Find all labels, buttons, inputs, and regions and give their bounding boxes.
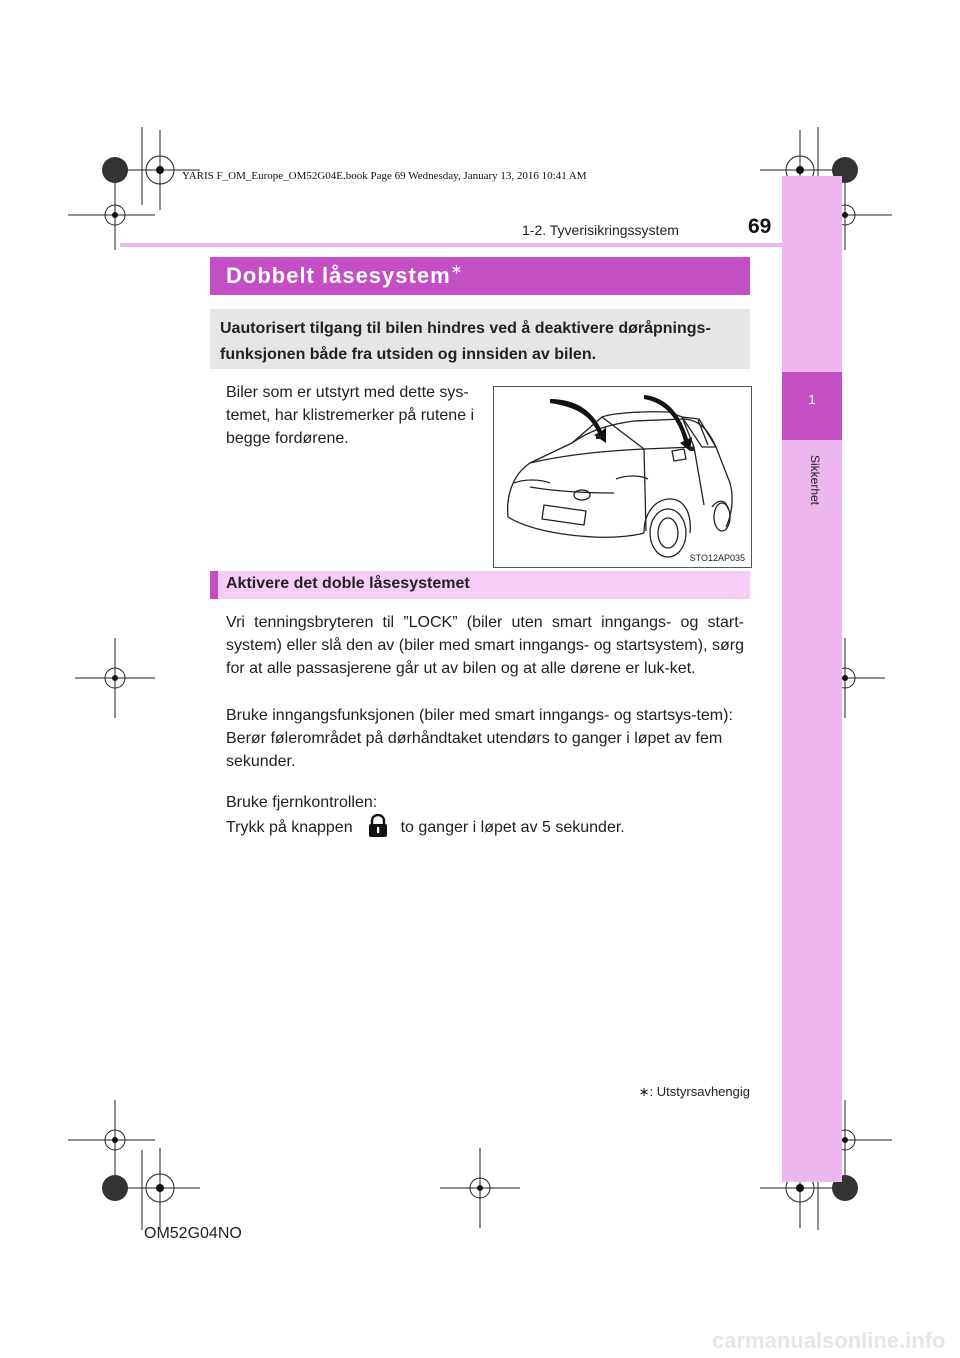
paragraph-entry-function [226,704,744,773]
lock-icon [367,814,389,838]
file-info-line: YARIS F_OM_Europe_OM52G04E.book Page 69 Wednesday, January 13, 2016 10:41 AM [182,170,587,182]
footnote [560,1084,750,1100]
model-code: OM52G04NO [144,1225,242,1242]
subsection-accent [210,571,218,599]
paragraph-ignition: Vri tenningsbryteren til ”LOCK” (biler uten smart inngangs- og start-system) eller slå den av (biler med smart inngangs- og startsystem), sørg for at alle passasjerene går ut av bilen og at alle dørene er luk-ket. [226,614,744,677]
title-marker: ∗ [450,261,464,277]
subsection-title: Aktivere det doble låsesystemet [226,575,470,592]
chapter-number: 1 [808,392,816,407]
entry-function-heading: Bruke inngangsfunksjonen (biler med smart inngangs- og startsys-tem): [226,707,733,724]
header-rule [120,243,782,247]
page-title [226,263,463,289]
remote-instruction [226,814,744,839]
footnote-text: : Utstyrsavhengig [649,1084,750,1099]
car-drawing [494,387,751,567]
remote-instruction-end: to ganger i løpet av 5 sekunder. [400,819,625,836]
page-title-text: Dobbelt låsesystem [226,263,451,288]
entry-function-instruction: Berør følerområdet på dørhåndtaket utendørs to ganger i løpet av fem sekunder. [226,730,723,770]
remote-instruction-start: Trykk på knappen [226,819,353,836]
page-number: 69 [748,215,772,238]
running-head: 1-2. Tyverisikringssystem [522,222,679,238]
figure-code: STO12AP035 [689,553,745,563]
chapter-title: Sikkerhet [808,454,822,506]
chapter-side-tab [782,176,842,1182]
footnote-marker: ∗ [638,1084,650,1099]
intro-text: Uautorisert tilgang til bilen hindres ved å deaktivere døråpnings-funksjonen både fra utsiden og innsiden av bilen. [220,320,711,363]
remote-heading: Bruke fjernkontrollen: [226,794,378,811]
watermark: carmanualsonline.info [712,1328,946,1353]
car-illustration [493,386,752,568]
paragraph-remote [226,791,744,839]
paragraph-stickers: Biler som er utstyrt med dette sys-temet, har klistremerker på rutene i begge fordørene. [226,384,475,447]
